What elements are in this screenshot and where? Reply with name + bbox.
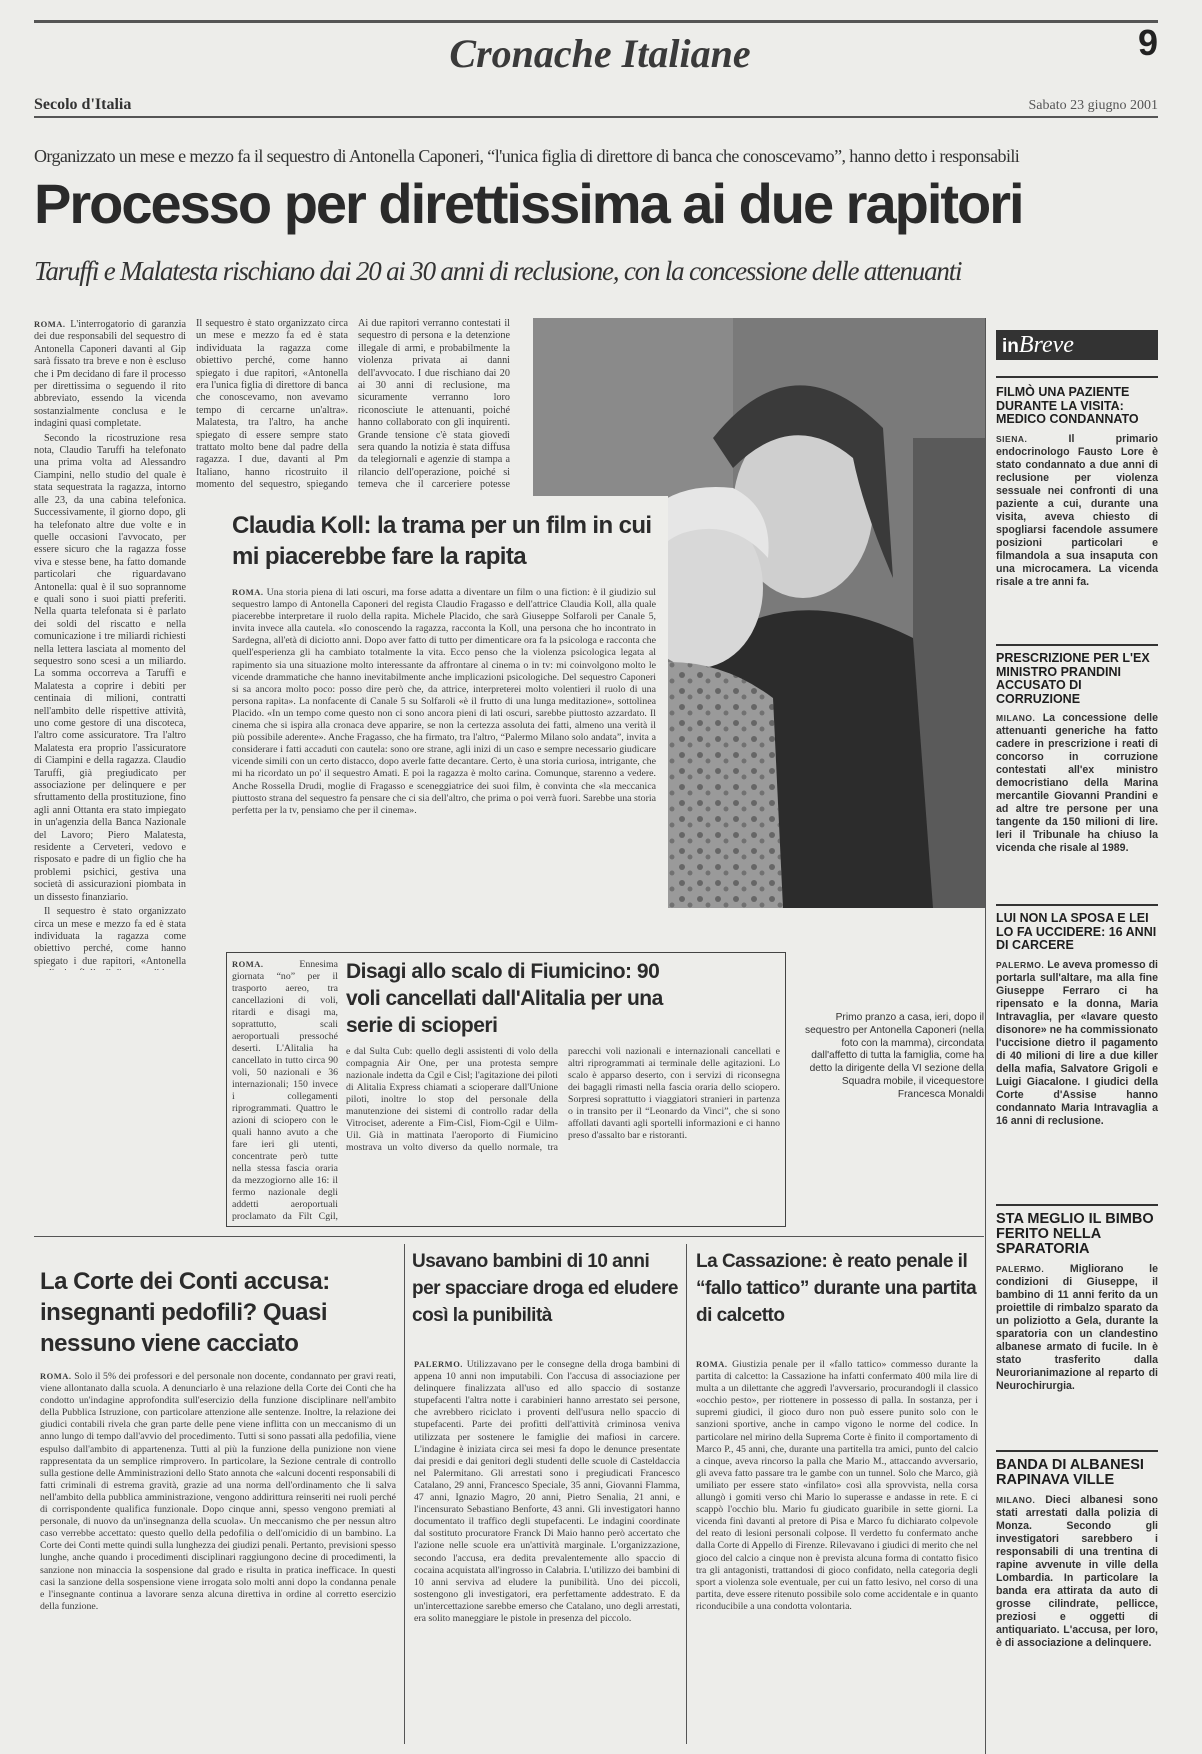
masthead-bottom-rule <box>34 116 1158 118</box>
main-article-col3: Ai due rapitori verranno contestati il sequestro di persona e la detenzione illegale di armi, e probabilmente la violenza privata ai danni dell'avvocato. I due rischiano dai 20 ai 30 anni di reclusione, ma sicuramente verranno loro riconosciute le attenuanti, poiché hanno collaborato con gli inquirenti. Grande tensione c'è stata giovedì sera quando la notizia è stata diffusa da telegiornali e agenzie di stampa a rilancio dell'operazione, poiché si temeva che il carceriere potesse <box>358 318 510 490</box>
in-breve-label: inBreve <box>996 330 1158 360</box>
fiumicino-col1: ROMA. Ennesima giornata “no” per il trasporto aereo, tra cancellazioni di voli, ritardi e disagi ma, soprattutto, scali aeroportuali pressoché deserti. L'Alitalia ha cancellato in tutto circa 90 voli, 50 nazionali e 36 internazionali; 150 invece i collegamenti riprogrammati. Quattro le azioni di sciopero con le quali hanno avuto a che fare ieri gli utenti, concentrate però tutte nella stessa fascia oraria da mezzogiorno alle 16: il fermo nazionale degli addetti aeroportuali proclamato da Filt Cgil, <box>232 959 338 1222</box>
main-dateline: ROMA. <box>34 319 66 329</box>
cassazione-headline: La Cassazione: è reato penale il “fallo tattico” durante una partita di calcetto <box>696 1251 977 1326</box>
photo-caption: Primo pranzo a casa, ieri, dopo il sequestro per Antonella Caponeri (nella foto con la mamma), circondata dall'affetto di tutta la famiglia, come ha detto la dirigente della VI sezione della Squadra mobile, il vicequestore Francesca Monaldi <box>805 1012 984 1100</box>
brief-item: LUI NON LA SPOSA E LEI LO FA UCCIDERE: 16 ANNI DI CARCERE PALERMO. Le aveva promesso di portarla sull'altare, ma alla fine Giuseppe Ferraro ci ha ripensato e la donna, Maria Intravaglia, per «lavare questo disonore» ne ha commissionato l'uccisione dietro il pagamento di 40 milioni di lire a due killer della mafia, Salvatore Grigoli e Luigi Giacalone. I giudici della Corte d'Assise hanno condannato Maria Intravaglia a 16 anni di reclusione. <box>996 911 1158 1127</box>
main-kicker: Organizzato un mese e mezzo fa il sequestro di Antonella Caponeri, “l'unica figlia di direttore di banca che conoscevamo”, hanno detto i responsabili <box>34 146 1020 166</box>
brief-rule <box>996 1204 1158 1206</box>
section-title: Cronache Italiane <box>449 31 751 76</box>
corte-text: ROMA. Solo il 5% dei professori e del personale non docente, condannato per gravi reati, viene allontanato dalla scuola. A denunciarlo è una relazione della Corte dei Conti che ha condotto un'indagine approfondita sull'esercizio della funzione disciplinare nell'ambito della Pubblica Istruzione, con particolare attenzione alle sentenze. Inoltre, la relazione dei giudici contabili rivela che gran parte delle pene viene inflitta con un meccanismo di un anno lungo di tempo dall'avvio del procedimento. Tutti si sono passati alla pedofilia, viene espulso dall'ambito di appartenenza. Tutti al più la funzione della punizione non viene rappresentata da un semplice rimprovero. In particolare, la Sezione centrale di controllo sulla gestione delle Amministrazioni dello Stato annota che «alcuni docenti responsabili di fatti criminali di estrema gravità, grazie ad una norma dell'ordinamento che li salva nell'ambito della pubblica amministrazione, vengono addirittura reinseriti nei ruoli perché di corrispondente qualifica funzionale. Dopo cinque anni, spesso vengono premiati al personale, di nuovo da un'insegnanza della scuola». Un meccanismo che per nessun altro caso verrebbe accettato: questo quello della pedofilia o dell'omicidio di un bambino. La Corte dei Conti mette quindi sulla lunghezza dei giudizi penali. Pertanto, previsioni spesso lunghe, anche quando i procedimenti disciplinari raggiungono decine di procedimenti, la sanzione non minaccia la sospensione dal grado e risulta in pratica inefficace. In questi casi la sanzione della sospensione viene irrogata solo molti anni dopo la condanna penale e l'insegnante continua a lavorare senza alcuna direttiva in ordine al corretto esercizio della funzione. <box>40 1371 396 1612</box>
main-article-col2: Il sequestro è stato organizzato circa un mese e mezzo fa ed è stata individuata la ragazza come obiettivo perché, come hanno spiegato i due rapitori, «Antonella era l'unica figlia di direttore di banca che conoscevamo, non avevamo tempo di cercarne un'altra». Malatesta, tra l'altro, ha anche spiegato di essere sempre stato trattato molto bene dal padre della ragazza. I due, davanti al Pm Italiano, hanno ricostruito il momento del sequestro, spiegando <box>196 318 348 490</box>
page-number: 9 <box>1137 22 1158 63</box>
main-subhead: Taruffi e Malatesta rischiano dai 20 ai 30 anni di reclusione, con la concessione delle attenuanti <box>34 256 962 286</box>
brief-item: STA MEGLIO IL BIMBO FERITO NELLA SPARATORIA PALERMO. Migliorano le condizioni di Giuseppe, il bambino di 11 anni ferito da un proiettile di rimbalzo sparato da un poliziotto a Gela, durante la sparatoria con un clandestino albanese armato di fucile. In è stato trasferito dalla Neurorianimazione al reparto di Neurochirurgia. <box>996 1211 1158 1392</box>
koll-box <box>196 496 668 908</box>
bottom-divider <box>404 1244 405 1744</box>
fiumicino-col2: e dal Sulta Cub: quello degli assistenti di volo della compagnia Air One, per una protesta sempre nazionale indetta da Cgil e Cisl; l'agitazione dei piloti di Alitalia Express chiamati a scioperare dall'Unione piloti, inoltre lo stop del personale della manutenzione dei sistemi di controllo radar della Vitrociset, aderente a Fim-Cisl, Fiom-Cgil e Uilm-Uil. Già in mattinata l'aeroporto di Fiumicino mostrava un volto diverso da quello normale, tra parecchi voli nazionali e internazionali cancellati e altri riprogrammati ai terminale delle agitazioni. Lo scalo è apparso deserto, con i servizi di riconsegna dei bagagli rimasti nella fascia oraria dello sciopero. Sorpresi soprattutto i viaggiatori stranieri in partenza o in transito per il “Leonardo da Vinci”, che si sono affollati davanti agli sportelli informazioni e ci hanno preso d'assalto bar e ristoranti. <box>346 1046 780 1153</box>
brief-item: BANDA DI ALBANESI RAPINAVA VILLE MILANO. Dieci albanesi sono stati arrestati dalla polizia di Monza. Secondo gli investigatori sarebbero i responsabili di una trentina di rapine avvenute in ville della Lombardia. In particolare la banda era attirata da auto di grosse cilindrate, pellicce, preziosi e oggetti di antiquariato. L'accusa, per loro, è di associazione a delinquere. <box>996 1458 1158 1649</box>
brief-rule <box>996 376 1158 378</box>
bambini-headline: Usavano bambini di 10 anni per spacciare droga ed eludere così la punibilità <box>412 1251 678 1326</box>
brief-rule <box>996 1450 1158 1452</box>
koll-text: ROMA. Una storia piena di lati oscuri, ma forse adatta a diventare un film o una fiction: è il giudizio sul sequestro lampo di Antonella Caponeri del regista Claudio Fragasso e dell'attrice Claudia Koll, alla quale piacerebbe interpretare il ruolo della rapita. Michele Placido, che sarà Giuseppe Solfaroli per Canale 5, invita invece alla cautela. «Io conoscendo la ragazza, racconta la Koll, una persona che ho incontrato in Sardegna, all'età di diciotto anni. Dopo aver fatto di tutto per dimenticare ora fa la psicologa e racconta che quell'esperienza gli ha cambiato totalmente la vita. Ecco penso che la violenza psicologica legata al rapimento sia una situazione molto interessante da affrontare al cinema o in tv: mi coinvolgono molto le vicende drammatiche che hanno inevitabilmente anche implicazioni psicologiche. Del sequestro Caponeri si sa ancora molto poco: posso dire però che, da attrice, interpreterei molto volentieri il ruolo di una persona rapita». La nonfacente di Canale 5 su Solfaroli «è il frutto di una lunga meditazione», sottolinea Placido. «In un tempo come questo non ci sono ancora pieni di lati oscuri, sarebbe piuttosto azzardato. Il cinema che si ispira alla cronaca deve apparire, se non la certezza assoluta dei fatti, almeno una verità il più possibile aderente». Anche Fragasso, che ha firmato, tra l'altro, “Palermo Milano solo andata”, invita a considerare i fatti accaduti con cautela: sono ore strane, agli inizi di un caso e sempre necessario giudicare vicende simili con un certo distacco, dopo averle fatte decantare. Certo, è una storia curiosa, intrigante, che mi ha ricordato un po' il sequestro Amati. E poi la ragazza è molto carina. Comunque, starenno a vedere. Anche Rossella Drudi, moglie di Fragasso e sceneggiatrice dei suoi film, è convinta che «la meccanica piuttosto strana del sequestro fa pensare che ci sia dell'altro, che prima o poi verrà fuori. Sarebbe una storia perfetta per la tv, pensiamo che per il cinema». <box>232 587 656 816</box>
brief-item: PRESCRIZIONE PER L'EX MINISTRO PRANDINI ACCUSATO DI CORRUZIONE MILANO. La concessione delle attenuanti generiche ha fatto cadere in prescrizione i reati di concorso in corruzione contestati all'ex ministro democristiano della Marina mercantile Giovanni Prandini e ad altre tre persone per una tangente da 150 milioni di lire. Ieri il Tribunale ha chiuso la vicenda che risale al 1989. <box>996 651 1158 854</box>
issue-date: Sabato 23 giugno 2001 <box>1028 98 1158 113</box>
fiumicino-headline: Disagi allo scalo di Fiumicino: 90 voli cancellati dall'Alitalia per una serie di scioperi <box>346 960 663 1037</box>
main-article-col1: ROMA. L'interrogatorio di garanzia dei due responsabili del sequestro di Antonella Caponeri davanti al Gip sarà fissato tra breve e non è escluso che i Pm decidano di fare il processo per direttissima o seguendo il rito abbreviato, essendo la vicenda sostanzialmente conclusa e le indagini quasi completate. Secondo la ricostruzione resa nota, Claudio Taruffi ha telefonato una prima volta ad Alessandro Ciampini, nello studio del quale è stata sequestrata la ragazza, intorno alle 23, da una cabina telefonica. Successivamente, il giorno dopo, gli ha telefonato altre due volte e in quelle occasioni l'avvocato, per essere sicuro che la ragazza fosse viva e stesse bene, ha fatto domande particolari che riguardavano Antonella: qual è il suo soprannome e quali sono i suoi piatti preferiti. Nella quarta telefonata si è parlato dei soldi del riscatto e nella comunicazione i tre miliardi richiesti nella lettera lasciata al momento del sequestro sono scesi a un miliardo. La somma occorreva a Taruffi e Malatesta a coprire i debiti per centinaia di milioni, contratti nell'ambito delle rispettive attività, uno come gestore di una discoteca, l'altro come assicuratore. Tra l'altro Malatesta era proprio l'assicuratore di Ciampini e della ragazza. Claudio Taruffi, già pregiudicato per associazione per delinquere e per sfruttamento della prostituzione, fino agli anni Ottanta era stato impiegato in un'agenzia della Banca Nazionale del Lavoro; Piero Malatesta, residente a Cerveteri, vedovo e risposato e padre di un figlio che ha problemi psichici, gestiva una società di assicurazioni piombata in un dissesto finanziario. Il sequestro è stato organizzato circa un mese e mezzo fa ed è stata individuata la ragazza come obiettivo perché, come hanno spiegato i due rapitori, «Antonella <box>34 319 186 967</box>
brief-rule <box>996 644 1158 646</box>
brief-rule <box>996 904 1158 906</box>
bambini-text: PALERMO. Utilizzavano per le consegne della droga bambini di appena 10 anni non imputabili. Con l'accusa di associazione per delinquere finalizzata all'uso ed allo spaccio di sostanze stupefacenti l'altra notte i carabinieri hanno arrestato sei persone, che avrebbero riciclato i proventi dell'usura nello spaccio di stupefacenti. Parte dei profitti dell'attività criminosa veniva utilizzata per sostenere le famiglie dei mafiosi in carcere. L'indagine è iniziata circa sei mesi fa dopo le denunce presentate dai presidi e dai genitori degli studenti delle scuole di Casteldaccia nel Palermitano. Gli arrestati sono i pregiudicati Francesco Catalano, 29 anni, Francesco Speciale, 35 anni, Giovanni Flamma, 47 anni, Ignazio Magro, 20 anni, Pietro Senalia, 21 anni, e l'incensurato Sebastiano Benforte, 43 anni. Gli investigatori hanno documentato il traffico degli stupefacenti. Le indagini coordinate dal sostituto procuratore Franck Di Maio hanno però accertato che l'azione nelle scuole era un'attività marginale. L'organizzazione, secondo l'accusa, era dedita prevalentemente allo spaccio di cocaina acquistata all'ingrosso in Calabria. L'utilizzo dei bambini di 10 anni serviva ad eludere la punibilità. Uno dei piccoli, sostengono gli investigatori, era perfettamente addestrato. E da un'intercettazione sarebbe emerso che Catalano, uno degli arrestati, era solito maneggiare le pistole in presenza del piccolo. <box>414 1359 680 1624</box>
paper-name: Secolo d'Italia <box>34 96 132 113</box>
brief-item: FILMÒ UNA PAZIENTE DURANTE LA VISITA: MEDICO CONDANNATO SIENA. Il primario endocrinologo Fausto Lore è stato condannato a due anni di reclusione per violenza sessuale nei confronti di una paziente a cui, durante una visita, aveva chiesto di spogliarsi facendole assumere posizioni particolari e filmandola a sua insaputa con una microcamera. La vicenda risale a tre anni fa. <box>996 385 1158 588</box>
sidebar-divider <box>985 318 986 1754</box>
koll-headline: Claudia Koll: la trama per un film in cui mi piacerebbe fare la rapita <box>232 512 652 570</box>
corte-headline: La Corte dei Conti accusa: insegnanti pedofili? Quasi nessuno viene cacciato <box>40 1268 330 1357</box>
cassazione-text: ROMA. Giustizia penale per il «fallo tattico» commesso durante la partita di calcetto: la Cassazione ha infatti confermato 400 mila lire di multa a un dilettante che aggredì l'avversario, procurandogli il classico «occhio pesto», per riottenere in possesso di palla. In sostanza, per i supremi giudici, il gioco duro non può essere punito solo con le sanzioni sportive, anche in campo vigono le norme del codice. In particolare nel mirino della Suprema Corte è finito il comportamento di Marco P., 45 anni, che, durante una partitella tra amici, punto del calcio a cinque, aveva rincorso la palla che Mario M., attaccando avversario, gli aveva fatto passare tra le gambe con un tunnel. Solo che Marco, già umiliato per essere stato «infilato» così alla sprovvista, nella corsa allungò i gomiti verso chi Mario lo superasse e andasse in rete. E ci scappò l'occhio blu. Mario fu giudicato guaribile in sette giorni. La vicenda finì davanti al pretore di Pisa e Marco fu dichiarato colpevole del reato di lesioni personali colpose. Il verdetto fu confermato anche dalla Corte di Appello di Firenze. Rilevavano i giudici di merito che nel gioco del calcio a cinque non è prevista alcuna forma di contatto fisico tra gli antagonisti, trattandosi di gioco confidato, nella categoria degli sport a violenza sole eventuale, per cui un fatto lesivo, nel corso di una partita, deve essere ritenuto possibile solo come accidentale e in quanto riconducibile a una condotta volontaria. <box>696 1359 978 1612</box>
main-headline: Processo per direttissima ai due rapitori <box>34 172 1023 235</box>
bottom-row-rule <box>34 1236 984 1237</box>
masthead-top-rule <box>34 20 1158 23</box>
bottom-divider <box>686 1244 687 1744</box>
